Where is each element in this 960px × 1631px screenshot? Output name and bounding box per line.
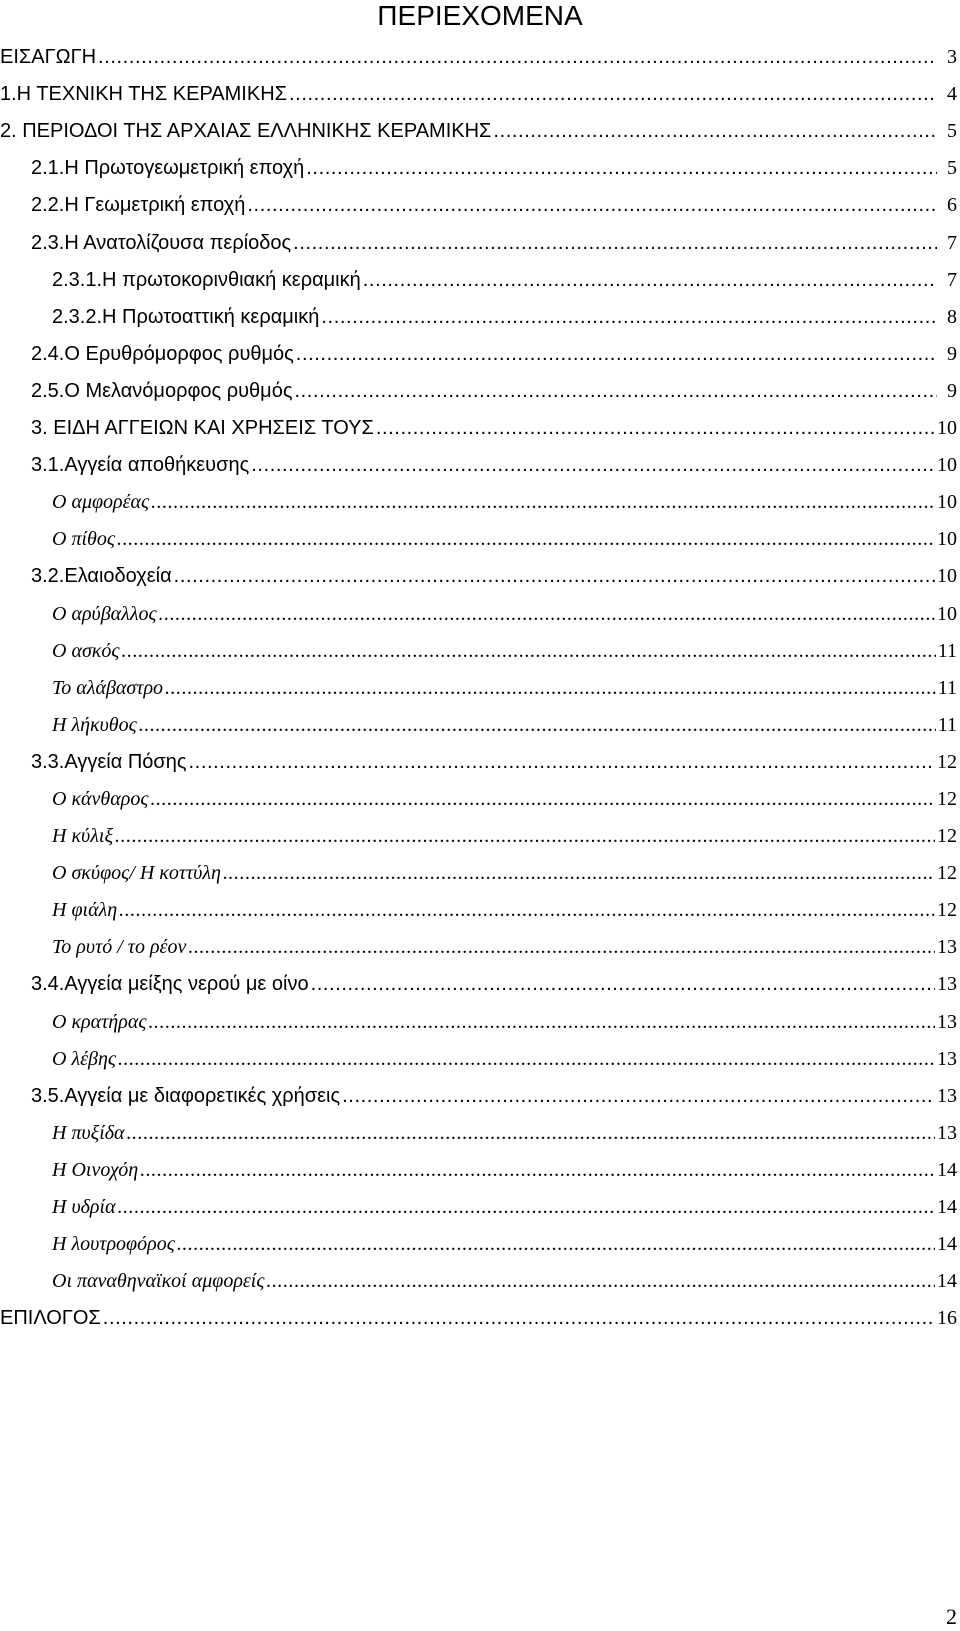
toc-entry-page: 14 <box>937 1196 957 1218</box>
toc-entry-page: 9 <box>947 379 957 402</box>
toc-entry-page: 14 <box>937 1270 957 1293</box>
toc-entry-text: Η λήκυθος <box>52 713 137 736</box>
toc-entry-text: 3.2.Ελαιοδοχεία <box>31 565 172 588</box>
toc-entry[interactable] <box>0 625 960 662</box>
toc-entry[interactable] <box>0 1033 960 1070</box>
dot-leader <box>165 677 936 699</box>
toc-entry-page: 16 <box>937 1307 957 1330</box>
toc-entry-text: 2.3.1.Η πρωτοκορινθιακή κεραμική <box>52 268 361 291</box>
dot-leader <box>119 899 935 921</box>
toc-entry-page: 13 <box>937 936 957 959</box>
toc-entry-page: 12 <box>937 862 957 885</box>
toc-entry-page: 12 <box>937 787 957 810</box>
toc-entry[interactable] <box>0 847 960 884</box>
toc-entry[interactable] <box>0 365 960 402</box>
toc-entry-text: Ο αρύβαλλος <box>52 602 157 625</box>
dot-leader <box>103 1307 935 1329</box>
toc-entry[interactable] <box>0 105 960 142</box>
toc-entry[interactable] <box>0 958 960 995</box>
toc-entry[interactable] <box>0 587 960 624</box>
dot-leader <box>266 1270 935 1292</box>
toc-entry[interactable] <box>0 1107 960 1144</box>
dot-leader <box>251 454 935 476</box>
dot-leader <box>140 1159 935 1181</box>
dot-leader <box>189 751 936 773</box>
toc-entry[interactable] <box>0 216 960 253</box>
toc-entry[interactable] <box>0 31 960 68</box>
dot-leader <box>177 1233 935 1255</box>
dot-leader <box>150 788 935 810</box>
dot-leader <box>159 603 935 625</box>
dot-leader <box>115 825 935 847</box>
toc-entry-page: 8 <box>947 305 957 328</box>
toc-entry-page: 13 <box>937 1121 957 1144</box>
dot-leader <box>122 640 936 662</box>
dot-leader <box>321 306 937 328</box>
toc-entry-page: 7 <box>947 268 957 291</box>
dot-leader <box>306 157 937 179</box>
toc-entry-text: ΕΙΣΑΓΩΓΗ <box>0 46 97 69</box>
toc-entry-page: 13 <box>937 1047 957 1070</box>
toc-entry-text: Η υδρία <box>52 1196 116 1218</box>
toc-entry[interactable] <box>0 291 960 328</box>
toc-entry-page: 9 <box>947 342 957 365</box>
dot-leader <box>311 973 935 995</box>
toc-entry-page: 4 <box>947 83 957 106</box>
toc-entry-page: 12 <box>937 750 957 773</box>
dot-leader <box>247 194 937 216</box>
toc-entry-text: 2.4.Ο Ερυθρόμορφος ρυθμός <box>31 342 294 365</box>
toc-entry[interactable] <box>0 921 960 958</box>
toc-entry-text: Το ρυτό / το ρέον <box>52 936 187 959</box>
dot-leader <box>139 714 936 736</box>
page-number: 2 <box>946 1604 957 1629</box>
toc-title: ΠΕΡΙΕΧΟΜΕΝΑ <box>377 0 583 31</box>
dot-leader <box>223 862 935 884</box>
toc-entry-page: 10 <box>937 454 957 477</box>
dot-leader <box>363 269 937 291</box>
toc-entry[interactable] <box>0 513 960 550</box>
toc-entry-page: 5 <box>947 157 957 180</box>
toc-entry[interactable] <box>0 476 960 513</box>
toc-entry-page: 10 <box>937 528 957 551</box>
dot-leader <box>98 46 937 68</box>
toc-entry-text: 3.5.Αγγεία με διαφορετικές χρήσεις <box>31 1084 341 1107</box>
toc-entry-page: 13 <box>937 973 957 996</box>
dot-leader <box>293 232 937 254</box>
toc-entry-text: Οι παναθηναϊκοί αμφορείς <box>52 1270 265 1293</box>
toc-entry-text: Το αλάβαστρο <box>52 676 164 699</box>
toc-entry-page: 10 <box>937 602 957 625</box>
toc-entry[interactable] <box>0 142 960 179</box>
toc-entry-page: 10 <box>937 417 957 440</box>
toc-entry[interactable] <box>0 1255 960 1292</box>
toc-entry[interactable] <box>0 736 960 773</box>
toc-entry-text: Ο κρατήρας <box>52 1010 147 1033</box>
toc-entry[interactable] <box>0 550 960 587</box>
toc-entry-page: 10 <box>937 565 957 588</box>
toc-entry[interactable] <box>0 1218 960 1255</box>
dot-leader <box>117 528 935 550</box>
toc-entry-text: Ο λέβης <box>52 1047 116 1070</box>
toc-entry[interactable] <box>0 254 960 291</box>
dot-leader <box>342 1085 935 1107</box>
toc-entry[interactable] <box>0 179 960 216</box>
toc-entry[interactable] <box>0 1292 960 1329</box>
toc-entry-text: 2.3.Η Ανατολίζουσα περίοδος <box>31 231 292 254</box>
dot-leader <box>296 343 937 365</box>
toc-entry-page: 5 <box>947 120 957 143</box>
toc-entry[interactable] <box>0 699 960 736</box>
toc-entry-text: Ο σκύφος/ Η κοττύλη <box>52 862 221 885</box>
toc-entry[interactable] <box>0 1070 960 1107</box>
toc-entry-text: 3.1.Αγγεία αποθήκευσης <box>31 454 250 477</box>
toc-entry[interactable] <box>0 439 960 476</box>
toc-entry-text: 3.4.Αγγεία μείξης νερού με οίνο <box>31 973 309 996</box>
toc-entry-text: 3.3.Αγγεία Πόσης <box>31 750 187 773</box>
dot-leader <box>376 417 935 439</box>
toc-entry-text: Ο αμφορέας <box>52 491 150 514</box>
toc-entry-page: 14 <box>937 1158 957 1181</box>
toc-entry-text: Ο πίθος <box>52 528 115 551</box>
toc-entry[interactable] <box>0 402 960 439</box>
dot-leader <box>188 936 935 958</box>
toc-entry-text: ΕΠΙΛΟΓΟΣ <box>0 1307 101 1330</box>
table-of-contents <box>0 31 960 1329</box>
dot-leader <box>493 120 937 142</box>
dot-leader <box>151 491 935 513</box>
dot-leader <box>148 1011 935 1033</box>
toc-entry[interactable] <box>0 68 960 105</box>
toc-entry-text: Η κύλιξ <box>52 825 114 848</box>
dot-leader <box>118 1196 935 1218</box>
toc-entry[interactable] <box>0 884 960 921</box>
dot-leader <box>127 1122 935 1144</box>
toc-entry[interactable] <box>0 1181 960 1218</box>
toc-entry[interactable] <box>0 995 960 1032</box>
toc-entry-page: 7 <box>947 231 957 254</box>
toc-entry-page: 10 <box>937 491 957 514</box>
toc-entry-text: 2.1.Η Πρωτογεωμετρική εποχή <box>31 157 305 180</box>
toc-entry-text: Η φιάλη <box>52 899 118 922</box>
toc-entry-text: Ο κάνθαρος <box>52 787 149 810</box>
toc-entry-page: 11 <box>937 639 957 662</box>
toc-entry-page: 6 <box>947 194 957 217</box>
toc-entry[interactable] <box>0 328 960 365</box>
toc-entry-text: Ο ασκός <box>52 639 120 662</box>
toc-entry-page: 14 <box>937 1233 957 1256</box>
toc-entry-page: 3 <box>947 46 957 69</box>
toc-entry[interactable] <box>0 773 960 810</box>
toc-entry-text: Η πυξίδα <box>52 1121 125 1144</box>
toc-entry-page: 13 <box>937 1010 957 1033</box>
dot-leader <box>289 83 937 105</box>
dot-leader <box>174 565 935 587</box>
toc-entry-page: 11 <box>937 676 957 699</box>
toc-entry[interactable] <box>0 662 960 699</box>
toc-entry[interactable] <box>0 810 960 847</box>
toc-entry-text: 1.Η ΤΕΧΝΙΚΗ ΤΗΣ ΚΕΡΑΜΙΚΗΣ <box>0 83 288 106</box>
toc-entry-page: 12 <box>937 825 957 848</box>
toc-entry-text: 3. ΕΙΔΗ ΑΓΓΕΙΩΝ ΚΑΙ ΧΡΗΣΕΙΣ ΤΟΥΣ <box>31 417 374 440</box>
dot-leader <box>294 380 937 402</box>
toc-entry-text: Η λουτροφόρος <box>52 1233 175 1256</box>
toc-entry-text: 2.3.2.Η Πρωτοαττική κεραμική <box>52 305 320 328</box>
toc-entry-text: 2.5.Ο Μελανόμορφος ρυθμός <box>31 379 293 402</box>
toc-entry-text: 2. ΠΕΡΙΟΔΟΙ ΤΗΣ ΑΡΧΑΙΑΣ ΕΛΛΗΝΙΚΗΣ ΚΕΡΑΜΙΚΗΣ <box>0 120 492 143</box>
toc-entry-text: 2.2.Η Γεωμετρική εποχή <box>31 194 246 217</box>
dot-leader <box>118 1048 935 1070</box>
toc-entry-page: 12 <box>937 899 957 922</box>
toc-entry[interactable] <box>0 1144 960 1181</box>
toc-entry-page: 11 <box>937 713 957 736</box>
toc-entry-text: Η Οινοχόη <box>52 1158 139 1181</box>
toc-entry-page: 13 <box>937 1084 957 1107</box>
